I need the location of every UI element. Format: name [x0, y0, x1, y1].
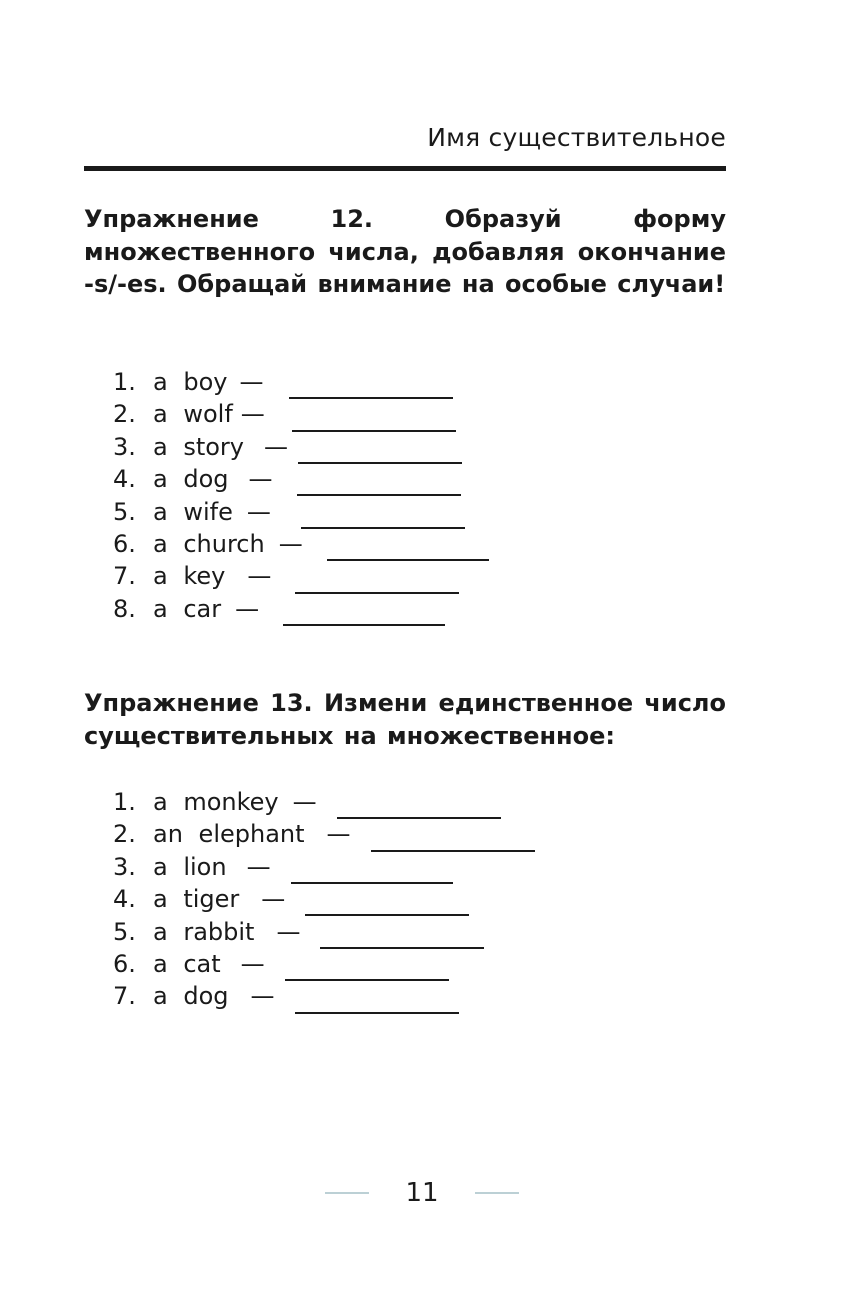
- list-item: [113, 916, 535, 948]
- item-dash: —: [250, 982, 275, 1011]
- list-item: [113, 560, 489, 592]
- item-dash: —: [246, 852, 271, 881]
- item-word: a key: [153, 562, 226, 591]
- item-number: 4.: [113, 885, 136, 914]
- list-item: [113, 980, 535, 1012]
- list-item: [113, 398, 489, 430]
- item-dash: —: [326, 820, 351, 849]
- answer-blank[interactable]: [291, 862, 453, 884]
- answer-blank[interactable]: [327, 539, 489, 561]
- item-dash: —: [278, 529, 303, 558]
- answer-blank[interactable]: [292, 410, 456, 432]
- item-dash: —: [239, 368, 264, 396]
- answer-blank[interactable]: [320, 927, 484, 949]
- exercise-12-title: Упражнение 12. Образуй форму множественного числа, добавляя окончание -s/-es. Обращай внимание на особые случаи!: [84, 205, 726, 298]
- footer-left-rule: [325, 1192, 369, 1194]
- answer-blank[interactable]: [297, 474, 461, 496]
- list-item: [113, 786, 535, 818]
- item-word: a cat: [153, 949, 221, 978]
- list-item: [113, 851, 535, 883]
- item-number: 5.: [113, 497, 136, 526]
- item-word: a car: [153, 594, 222, 623]
- item-number: 2.: [113, 400, 136, 429]
- item-word: a story: [153, 432, 245, 461]
- item-word: a lion: [153, 852, 227, 881]
- list-item: [113, 593, 489, 625]
- item-dash: —: [261, 885, 286, 914]
- exercise-12-list: [113, 366, 489, 625]
- item-number: 6.: [113, 949, 136, 978]
- answer-blank[interactable]: [305, 894, 469, 916]
- item-word: a dog: [153, 982, 229, 1011]
- list-item: [113, 883, 535, 915]
- item-word: a boy: [153, 368, 228, 396]
- list-item: [113, 496, 489, 528]
- page-footer: [0, 1178, 844, 1208]
- running-head: Имя существительное: [427, 123, 726, 152]
- list-item: [113, 528, 489, 560]
- answer-blank[interactable]: [285, 959, 449, 981]
- item-word: a dog: [153, 465, 229, 494]
- answer-blank[interactable]: [289, 377, 453, 399]
- exercise-13-title: Упражнение 13. Измени единственное число существительных на множественное:: [84, 689, 726, 750]
- answer-blank[interactable]: [337, 797, 501, 819]
- item-number: 2.: [113, 820, 136, 849]
- answer-blank[interactable]: [283, 604, 445, 626]
- item-number: 3.: [113, 852, 136, 881]
- answer-blank[interactable]: [298, 442, 462, 464]
- item-word: a wolf: [153, 400, 233, 429]
- item-number: 7.: [113, 562, 136, 591]
- item-dash: —: [247, 562, 272, 591]
- answer-blank[interactable]: [371, 830, 535, 852]
- item-word: a monkey: [153, 788, 279, 816]
- item-number: 6.: [113, 529, 136, 558]
- item-dash: —: [248, 465, 273, 494]
- list-item: [113, 431, 489, 463]
- item-dash: —: [240, 400, 265, 429]
- item-word: a tiger: [153, 885, 240, 914]
- answer-blank[interactable]: [295, 992, 459, 1014]
- item-dash: —: [276, 917, 301, 946]
- list-item: [113, 948, 535, 980]
- exercise-13-list: [113, 786, 535, 1013]
- item-word: a wife: [153, 497, 233, 526]
- item-dash: —: [240, 949, 265, 978]
- list-item: [113, 818, 535, 850]
- footer-right-rule: [475, 1192, 519, 1194]
- list-item: [113, 463, 489, 495]
- answer-blank[interactable]: [295, 572, 459, 594]
- item-dash: —: [246, 497, 271, 526]
- item-word: a church: [153, 529, 265, 558]
- item-number: 4.: [113, 465, 136, 494]
- page-number: 11: [405, 1178, 439, 1208]
- item-word: a rabbit: [153, 917, 255, 946]
- item-number: 8.: [113, 594, 136, 623]
- answer-blank[interactable]: [301, 507, 465, 529]
- item-number: 1.: [113, 368, 136, 396]
- list-item: [113, 366, 489, 398]
- header-rule: [84, 166, 726, 171]
- item-number: 1.: [113, 788, 136, 816]
- item-number: 5.: [113, 917, 136, 946]
- item-number: 3.: [113, 432, 136, 461]
- item-dash: —: [264, 432, 289, 461]
- item-word: an elephant: [153, 820, 305, 849]
- item-dash: —: [292, 788, 317, 816]
- item-dash: —: [235, 594, 260, 623]
- item-number: 7.: [113, 982, 136, 1011]
